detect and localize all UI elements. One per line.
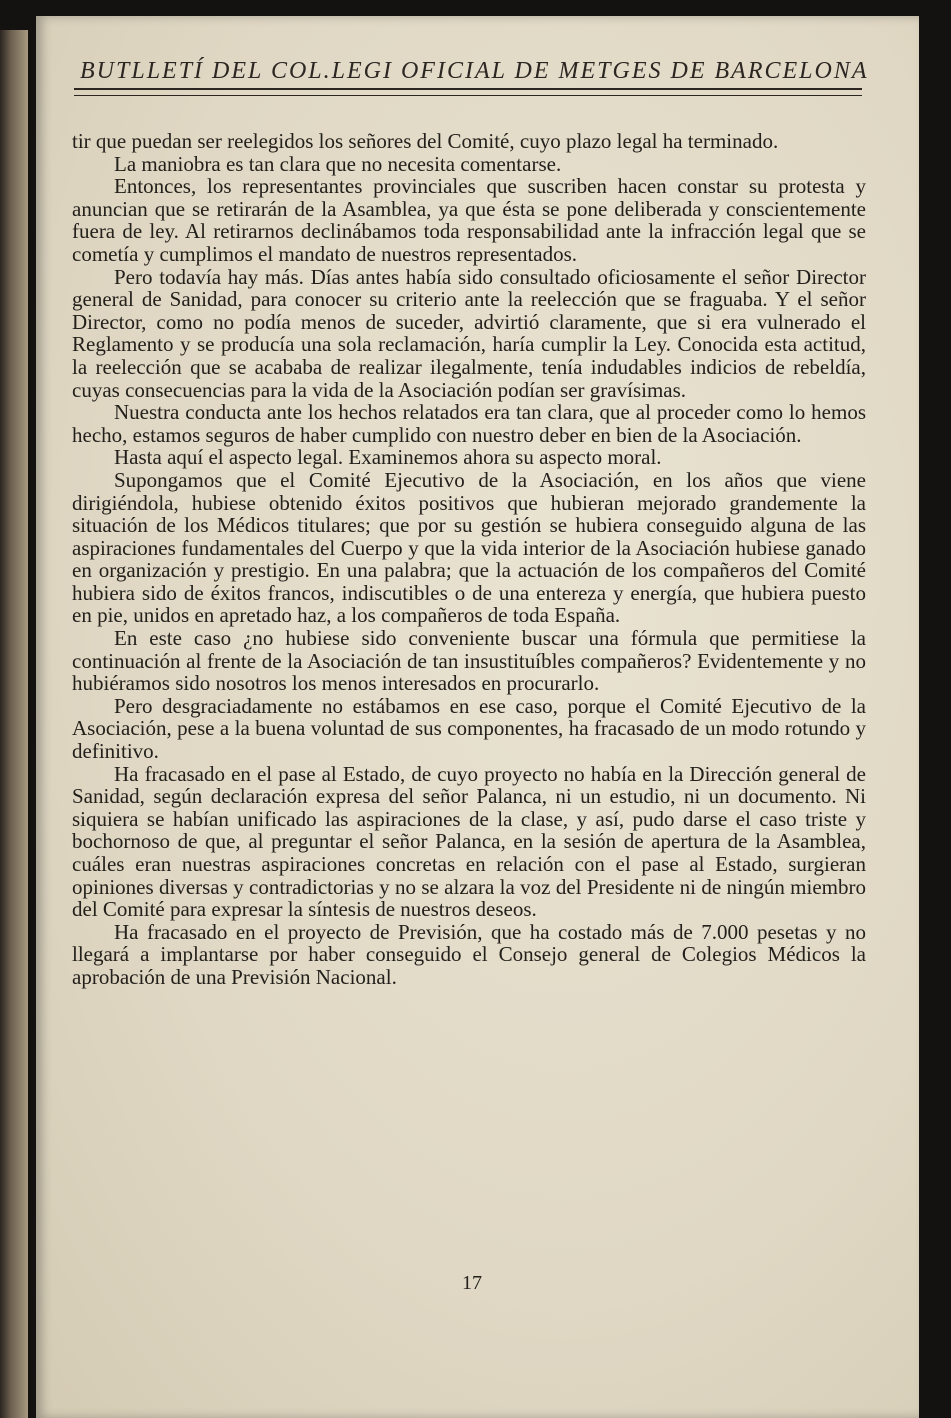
paragraph: Nuestra conducta ante los hechos relatados era tan clara, que al proceder como lo hemos hecho, estamos seguros de haber cumplido con nuestro deber en bien de la Asociación. bbox=[72, 400, 866, 447]
paragraph: Ha fracasado en el pase al Estado, de cuyo proyecto no había en la Dirección general de Sanidad, según declaración expresa del señor Palanca, ni un estudio, ni un documento. Ni siquiera se habían unificado las aspiraciones de la clase, y así, pudo darse el caso triste y bochornoso de que, al preguntar el señor Palanca, en la sesión de apertura de la Asamblea, cuáles eran nuestras aspiraciones concretas en relación con el pase al Estado, surgieran opiniones diversas y contradictorias y no se alzara la voz del Presidente ni de ningún miembro del Comité para expresar la síntesis de nuestros deseos. bbox=[72, 761, 866, 922]
paragraph: La maniobra es tan clara que no necesita comentarse. bbox=[114, 151, 562, 176]
paragraph: Entonces, los representantes provinciales que suscriben hacen constar su protesta y anuncian que se retirarán de la Asamblea, ya que ésta se pone deliberada y conscientemente fuera de ley. Al retirarnos declinábamos toda responsabilidad ante la infracción legal que se cometía y cumplimos el mandato de nuestros representados. bbox=[72, 174, 866, 266]
paragraph: tir que puedan ser reelegidos los señores del Comité, cuyo plazo legal ha terminado. bbox=[72, 129, 779, 153]
paragraph: En este caso ¿no hubiese sido conveniente buscar una fórmula que permitiese la continuación al frente de la Asociación de tan insustituíbles compañeros? Evidentemente y no hubiéramos sido nosotros los menos interesados en procurarlo. bbox=[72, 626, 866, 696]
paragraph: Pero todavía hay más. Días antes había sido consultado oficiosamente el señor Director general de Sanidad, para conocer su criterio ante la reelección que se fraguaba. Y el señor Director, como no podía menos de suceder, advirtió claramente, que si era vulnerado el Reglamento y se producía una sola reclamación, haría cumplir la Ley. Conocida esta actitud, la reelección que se acababa de realizar ilegalmente, tenía indudables indicios de rebeldía, cuyas consecuencias para la vida de la Asociación podían ser gravísimas. bbox=[72, 264, 866, 402]
header-rule-thin bbox=[74, 95, 862, 96]
paragraph: Ha fracasado en el proyecto de Previsión, que ha costado más de 7.000 pesetas y no llegará a implantarse por haber conseguido el Consejo general de Colegios Médicos la aprobación de una Previsión Nacional. bbox=[72, 919, 866, 989]
paragraph: Supongamos que el Comité Ejecutivo de la Asociación, en los años que viene dirigiéndola, hubiese obtenido éxitos positivos que hubieran mejorado grandemente la situación de los Médicos titulares; que por su gestión se hubiera conseguido alguna de las aspiraciones fundamentales del Cuerpo y que la vida interior de la Asociación hubiese ganado en organización y prestigio. En una palabra; que la actuación de los compañeros del Comité hubiera sido de éxitos francos, indiscutibles o de una entereza y energía, que hubiera puesto en pie, unidos en apretado haz, a los compañeros de toda España. bbox=[72, 467, 866, 628]
header-rule-thick bbox=[74, 88, 862, 90]
article-body bbox=[72, 130, 866, 989]
page-number: 17 bbox=[462, 1272, 482, 1294]
paragraph: Pero desgraciadamente no estábamos en ese caso, porque el Comité Ejecutivo de la Asociación, pese a la buena voluntad de sus componentes, ha fracasado de un modo rotundo y definitivo. bbox=[72, 693, 866, 764]
running-header: BUTLLETÍ DEL COL.LEGI OFICIAL DE METGES DE BARCELONA bbox=[80, 58, 869, 84]
paragraph: Hasta aquí el aspecto legal. Examinemos ahora su aspecto moral. bbox=[114, 445, 662, 470]
adjacent-page-edge bbox=[0, 30, 28, 1418]
